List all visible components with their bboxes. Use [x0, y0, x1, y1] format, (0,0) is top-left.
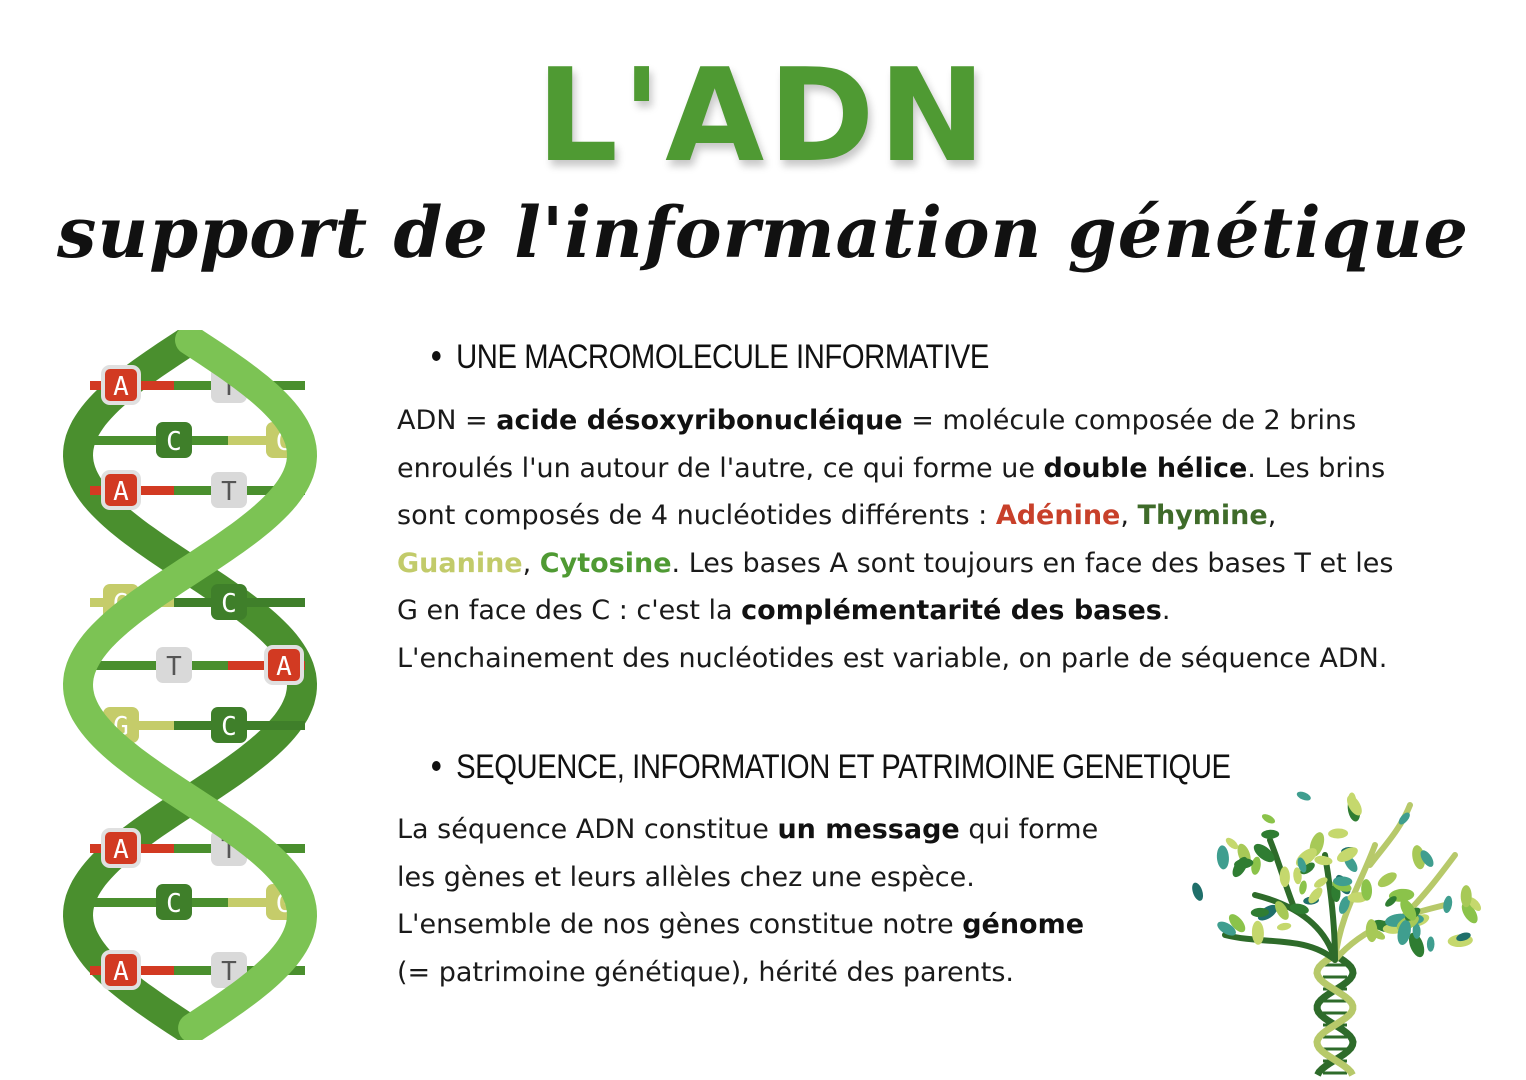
base-a-box	[266, 647, 302, 683]
tree-branch	[1225, 935, 1335, 960]
leaf	[1328, 828, 1348, 839]
paragraph-line: Guanine, Cytosine. Les bases A sont toujours en face des bases T et les	[397, 547, 1394, 579]
svg-text:A: A	[276, 652, 292, 682]
svg-text:C: C	[166, 427, 182, 457]
section-1-heading-text: UNE MACROMOLECULE INFORMATIVE	[456, 338, 989, 376]
svg-text:T: T	[221, 477, 237, 507]
leaf	[1442, 895, 1453, 914]
leaf	[1280, 866, 1291, 887]
svg-text:T: T	[221, 372, 237, 402]
base-c-box	[156, 422, 192, 458]
base-a-box	[103, 367, 139, 403]
svg-text:A: A	[113, 477, 129, 507]
base-pair	[90, 647, 305, 683]
base-c-box	[156, 884, 192, 920]
svg-text:C: C	[221, 589, 237, 619]
base-t-box	[211, 472, 247, 508]
svg-text:T: T	[166, 652, 182, 682]
base-a-box	[103, 952, 139, 988]
term-adn-full: acide désoxyribonucléique	[496, 405, 903, 436]
svg-text:C: C	[221, 712, 237, 742]
paragraph-line: (= patrimoine génétique), hérité des parents.	[397, 956, 1015, 988]
bullet-icon	[432, 351, 441, 361]
bullet-icon	[432, 761, 441, 771]
svg-text:C: C	[166, 889, 182, 919]
section-2-heading-text: SEQUENCE, INFORMATION ET PATRIMOINE GENETIQUE	[456, 748, 1231, 786]
svg-text:A: A	[113, 372, 129, 402]
term-message: un message	[777, 814, 960, 845]
leaf	[1216, 845, 1230, 870]
dna-helix-illustration	[40, 330, 360, 1040]
paragraph-line: enroulés l'un autour de l'autre, ce qui forme ue double hélice. Les brins	[397, 452, 1386, 484]
base-pair	[90, 884, 305, 920]
base-a-box	[103, 472, 139, 508]
paragraph-line: L'ensemble de nos gènes constitue notre génome	[397, 909, 1085, 940]
dna-tree-illustration	[1185, 785, 1485, 1080]
leaf	[1261, 829, 1279, 839]
leaf	[1314, 855, 1333, 867]
leaf	[1427, 936, 1435, 951]
leaf	[1250, 856, 1262, 875]
leaf	[1296, 790, 1312, 802]
base-a-box	[103, 830, 139, 866]
page-title: L'ADN	[536, 42, 990, 191]
svg-text:G: G	[276, 427, 292, 457]
leaf	[1190, 881, 1205, 902]
paragraph-line: L'enchainement des nucléotides est variable, on parle de séquence ADN.	[397, 642, 1388, 674]
section-2-heading	[432, 748, 1231, 787]
term-cytosine: Cytosine	[539, 547, 672, 579]
term-adenine: Adénine	[995, 500, 1121, 531]
term-double-helix: double hélice	[1043, 452, 1248, 484]
base-t-box	[156, 647, 192, 683]
page-subtitle: support de l'information génétique	[56, 191, 1470, 274]
svg-text:A: A	[113, 835, 129, 865]
base-c-box	[211, 584, 247, 620]
term-guanine: Guanine	[397, 547, 523, 579]
leaf	[1260, 812, 1276, 825]
svg-text:A: A	[113, 957, 129, 987]
section-1-heading	[432, 338, 989, 377]
leaf	[1461, 885, 1472, 907]
paragraph-line: La séquence ADN constitue un message qui forme	[397, 814, 1099, 845]
svg-text:T: T	[221, 835, 237, 865]
svg-text:G: G	[113, 589, 129, 619]
svg-text:T: T	[221, 957, 237, 987]
leaf	[1276, 922, 1291, 932]
paragraph-line: ADN = acide désoxyribonucléique = molécule composée de 2 brins	[397, 405, 1357, 436]
term-complementarity: complémentarité des bases	[741, 595, 1162, 626]
paragraph-line: sont composés de 4 nucléotides différents : Adénine, Thymine,	[397, 500, 1277, 531]
leaf	[1375, 869, 1399, 890]
paragraph-line: les gènes et leurs allèles chez une espèce.	[397, 861, 975, 893]
section-2-paragraph	[397, 806, 1098, 996]
svg-text:G: G	[276, 889, 292, 919]
term-thymine: Thymine	[1137, 500, 1268, 531]
section-1-paragraph	[397, 397, 1393, 682]
svg-text:G: G	[113, 712, 129, 742]
paragraph-line: G en face des C : c'est la complémentarité des bases.	[397, 595, 1171, 626]
term-genome: génome	[962, 909, 1085, 940]
base-c-box	[211, 707, 247, 743]
base-pair	[90, 422, 305, 458]
